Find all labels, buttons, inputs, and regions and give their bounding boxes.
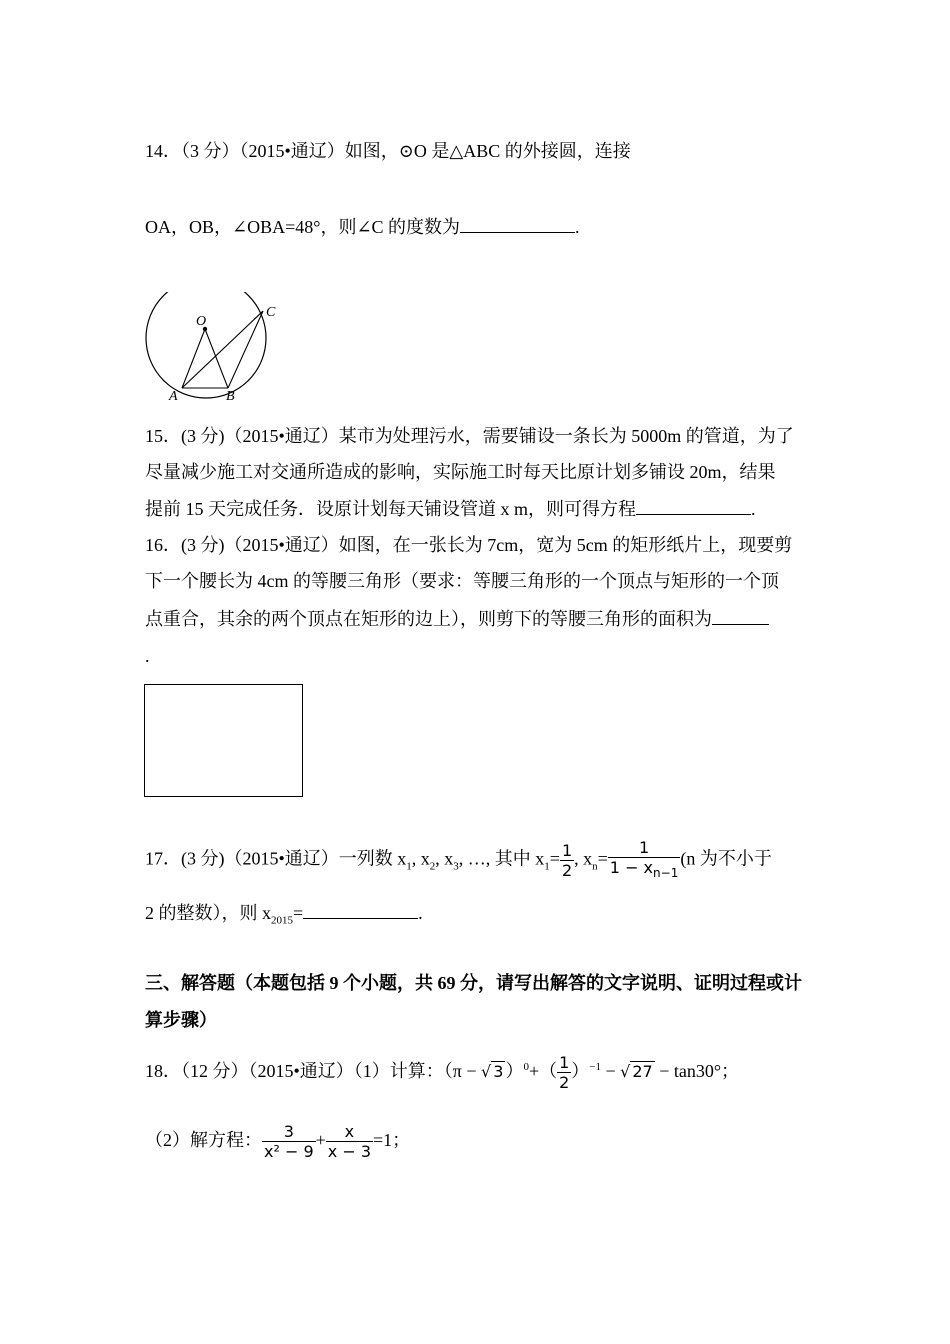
q14-circle-figure: [140, 292, 290, 404]
q18-text-c: +（: [528, 1061, 558, 1081]
f2-den-text: 1 − x: [609, 858, 654, 877]
q17-line2-eq: =: [293, 903, 304, 923]
q17-period: .: [418, 903, 423, 923]
q16-text: 点重合，其余的两个顶点在矩形的边上），则剪下的等腰三角形的面积为: [145, 609, 712, 629]
q14-period: .: [575, 217, 580, 237]
fraction-one-half-18: [557, 1053, 571, 1092]
q18-text-a: 18．（12 分）（2015•通辽）（1）计算：（π −: [145, 1061, 482, 1081]
segment-ac: [182, 311, 263, 388]
q15-period: .: [751, 499, 756, 519]
label-o: O: [196, 314, 207, 329]
section3-heading-text1: 三、解答题（本题包括 9 个小题，共 69 分，请写出解答的文字说明、证明过程或计: [145, 973, 802, 993]
q17-text-e: , x: [574, 848, 593, 869]
sup-neg1: −1: [589, 1061, 601, 1073]
q15-text: 提前 15 天完成任务．设原计划每天铺设管道 x m，则可得方程: [145, 499, 636, 519]
segment-ob: [205, 329, 228, 388]
sup-0: 0: [523, 1061, 529, 1073]
q15-line2: 尽量减少施工对交通所造成的影响，实际施工时每天比原计划多铺设 20m，结果: [145, 462, 776, 482]
section3-heading-line1: [145, 971, 802, 995]
q15-line1: 15．(3 分)（2015•通辽）某市为处理污水，需要铺设一条长为 5000m 的管道，为了: [145, 426, 794, 446]
fraction-3-over-x2-9: [262, 1122, 316, 1161]
q17-text-c: , x: [435, 848, 454, 869]
q14-line1: 14．（3 分）（2015•通辽）如图，⊙O 是△ABC 的外接圆，连接: [145, 141, 631, 161]
p2f2-den: x − 3: [327, 1142, 372, 1162]
f1-den: 2: [561, 861, 573, 881]
sub-4: 1: [544, 860, 550, 873]
f2-den-sub: n−1: [653, 866, 679, 881]
sub-2015: 2015: [271, 914, 293, 927]
q14-line2: [145, 214, 580, 239]
fraction-x-over-x-3: [326, 1122, 373, 1161]
f2-num: 1: [638, 838, 650, 857]
q15-answer-blank[interactable]: [636, 496, 751, 515]
segment-bc: [228, 311, 263, 388]
p2f2-num: x: [344, 1122, 355, 1142]
q14-text: OA，OB，∠OBA=48°，则∠C 的度数为: [145, 217, 461, 237]
q16-line3: [145, 606, 769, 631]
q15-line3: [145, 496, 756, 521]
sub-2: 2: [429, 860, 436, 873]
q17-line2: [145, 900, 423, 933]
sqrt-3-radicand: 3: [493, 1062, 504, 1081]
q17-line1: [145, 838, 772, 883]
q18-p2-text: （2）解方程：: [145, 1130, 262, 1150]
q18-line1: [145, 1050, 739, 1092]
q18-text-d: ）: [571, 1061, 590, 1081]
q17-eq2: =: [597, 848, 608, 869]
sqrt-3: √ 3: [481, 1062, 504, 1081]
sub-3: 3: [453, 860, 459, 873]
q17-answer-blank[interactable]: [303, 900, 418, 919]
fraction-one-half: [560, 841, 574, 880]
section3-heading-line2: [145, 1008, 217, 1032]
q18-text-b: ）: [505, 1061, 524, 1081]
q17-line2-text: 2 的整数），则 x: [145, 903, 271, 923]
q16-line2: 下一个腰长为 4cm 的等腰三角形（要求：等腰三角形的一个顶点与矩形的一个顶: [145, 571, 779, 591]
q16-period: .: [145, 646, 150, 666]
q16-answer-blank[interactable]: [712, 606, 769, 625]
q17-text-f: (n 为不小于: [680, 848, 772, 869]
q16-rectangle-figure: [144, 684, 303, 797]
f18-num: 1: [559, 1053, 570, 1073]
sqrt-27-radicand: 27: [632, 1062, 653, 1081]
fraction-recurrence: [608, 838, 681, 883]
sqrt-27: √ 27: [620, 1062, 653, 1081]
q18-line2: [145, 1120, 410, 1161]
f1-num: 1: [561, 841, 573, 861]
q17-text-b: , x: [411, 848, 430, 869]
q18-text-f: − tan30°；: [654, 1061, 740, 1081]
q14-answer-blank[interactable]: [460, 214, 575, 233]
sub-1: 1: [406, 860, 412, 873]
label-b: B: [226, 389, 235, 404]
label-a: A: [169, 389, 178, 404]
sub-n: n: [592, 860, 598, 873]
q16-line1: 16．(3 分)（2015•通辽）如图，在一张长为 7cm，宽为 5cm 的矩形纸片上，现要剪: [145, 535, 793, 555]
segment-oa: [182, 329, 205, 388]
label-c: C: [266, 305, 276, 320]
q17-eq1: =: [549, 848, 560, 869]
f2-den: [608, 857, 681, 883]
q18-p2-post: =1；: [373, 1130, 411, 1150]
p2f1-num: 3: [283, 1122, 294, 1142]
q18-p2-plus: +: [315, 1130, 326, 1150]
f18-den: 2: [559, 1073, 570, 1093]
section3-heading-text2: 算步骤）: [145, 1010, 217, 1030]
p2f1-den: x² − 9: [264, 1142, 314, 1162]
q18-text-e: −: [601, 1061, 621, 1081]
q17-text-d: , …, 其中 x: [458, 848, 545, 869]
q17-text-a: 17．(3 分)（2015•通辽）一列数 x: [145, 848, 407, 869]
